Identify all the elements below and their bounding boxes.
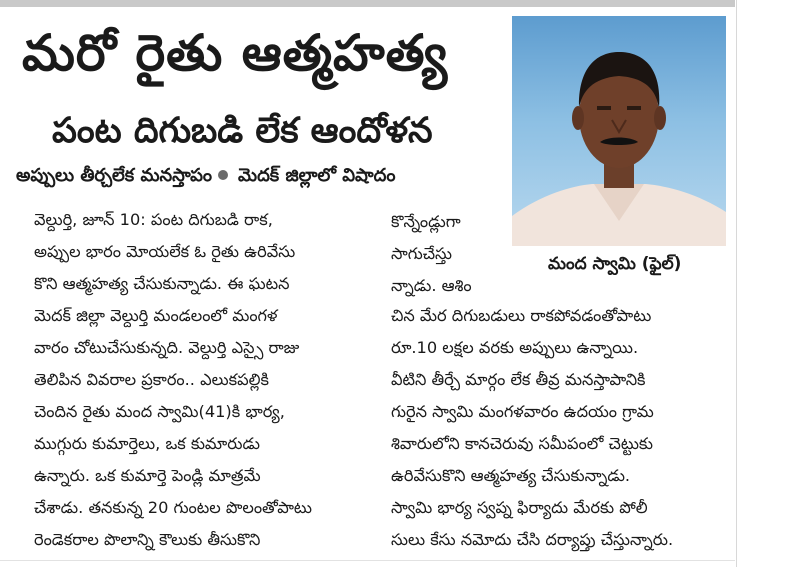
subheadline: పంట దిగుబడి లేక ఆందోళన <box>52 111 433 151</box>
body-line: తెలిపిన వివరాల ప్రకారం.. ఎలుకపల్లికి <box>34 370 269 389</box>
body-line: చెందిన రైతు మంద స్వామి(41)కి భార్య, <box>34 402 285 421</box>
headline: మరో రైతు ఆత్మహత్య <box>22 24 449 82</box>
body-line: కొన్నేండ్లుగా <box>391 212 461 231</box>
body-line: వీటిని తీర్చే మార్గం లేక తీవ్ర మనస్తాపానికి <box>391 370 646 389</box>
body-line: సాగుచేస్తు <box>391 244 452 263</box>
body-line: స్వామి భార్య స్వప్న ఫిర్యాదు మేరకు పోలీ <box>391 498 648 517</box>
portrait-illustration <box>512 16 726 246</box>
body-line: వెల్దుర్తి, జూన్ 10: పంట దిగుబడి రాక, <box>34 210 273 229</box>
column-divider <box>736 0 737 567</box>
body-line: ఉరివేసుకొని ఆత్మహత్య చేసుకున్నాడు. <box>391 466 631 485</box>
body-line: న్నాడు. ఆశిం <box>391 276 472 295</box>
photo-caption: మంద స్వామి (ఫైల్) <box>548 254 682 274</box>
top-rule <box>0 0 735 7</box>
body-line: సులు కేసు నమోదు చేసి దర్యాప్తు చేస్తున్నారు. <box>391 530 674 549</box>
body-line: చిన మేర దిగుబడులు రాకపోవడంతోపాటు <box>391 306 652 325</box>
body-line: మెదక్ జిల్లా వెల్దుర్తి మండలంలో మంగళ <box>34 306 278 325</box>
body-line: వారం చోటుచేసుకున్నది. వెల్దుర్తి ఎస్సై రాజు <box>34 338 300 357</box>
body-line: గురైన స్వామి మంగళవారం ఉదయం గ్రామ <box>391 402 654 421</box>
kicker-right: మెదక్ జిల్లాలో విషాదం <box>238 165 396 186</box>
kicker-left: అప్పులు తీర్చలేక మనస్తాపం <box>16 165 213 186</box>
body-line: చేశాడు. తనకున్న 20 గుంటల పొలంతోపాటు <box>34 498 312 517</box>
bottom-rule <box>0 560 735 561</box>
body-line: ఉన్నారు. ఒక కుమార్తె పెండ్లి మాత్రమే <box>34 466 261 485</box>
body-line: రూ.10 లక్షల వరకు అప్పులు ఉన్నాయి. <box>391 338 639 357</box>
bullet-dot-icon <box>218 170 228 180</box>
body-line: ముగ్గురు కుమార్తెలు, ఒక కుమారుడు <box>34 434 261 453</box>
body-line: అప్పుల భారం మోయలేక ఓ రైతు ఉరివేసు <box>34 242 296 261</box>
portrait-photo <box>512 16 726 246</box>
body-line: రెండెకరాల పొలాన్ని కౌలుకు తీసుకొని <box>34 530 261 549</box>
kicker-line <box>16 164 395 188</box>
body-line: కొని ఆత్మహత్య చేసుకున్నాడు. ఈ ఘటన <box>34 274 290 293</box>
body-line: శివారులోని కానచెరువు సమీపంలో చెట్టుకు <box>391 434 653 453</box>
